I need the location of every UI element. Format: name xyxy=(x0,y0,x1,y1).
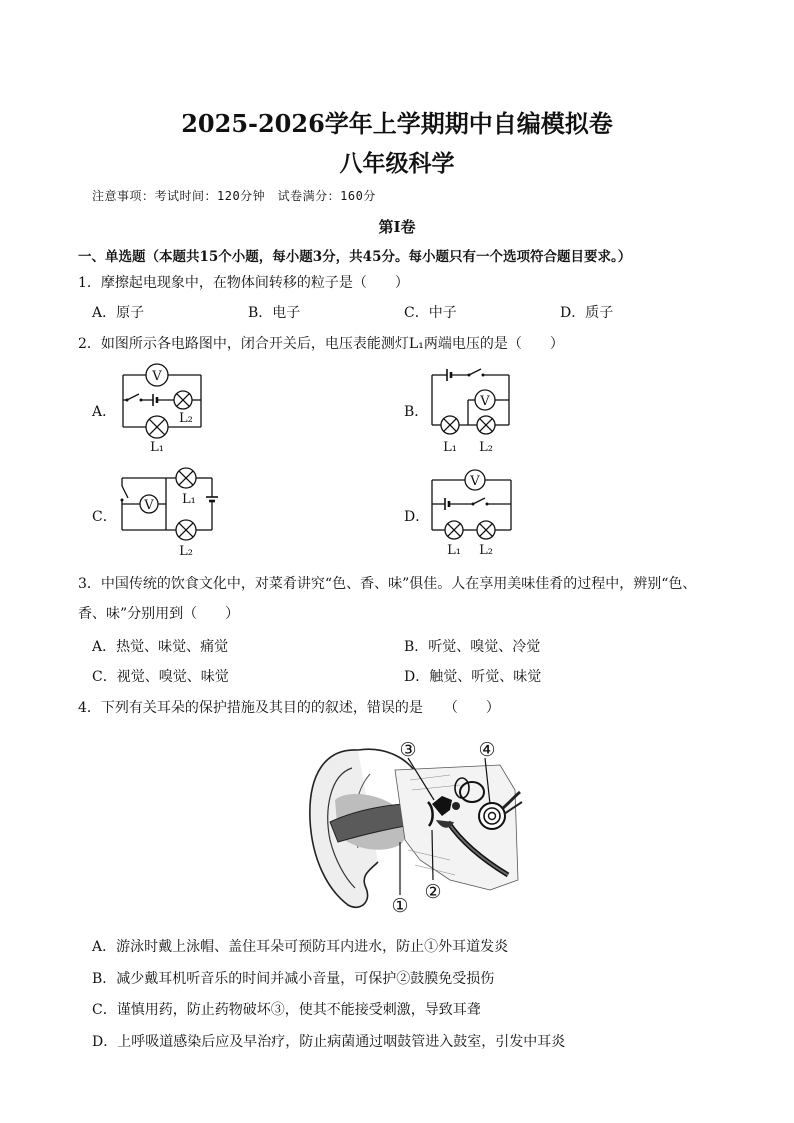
circuit-a-lamp2-label: L₂ xyxy=(179,411,193,426)
circuit-b-voltmeter-symbol: V xyxy=(480,394,490,409)
exam-title: 2025-2026学年上学期期中自编模拟卷 xyxy=(181,109,613,138)
ear-marker-3: ③ xyxy=(399,739,417,761)
q1-option-c: C．中子 xyxy=(404,305,457,321)
circuit-c-voltmeter-symbol: V xyxy=(144,498,154,513)
question-3-stem-line1: 3．中国传统的饮食文化中，对菜肴讲究“色、香、味”俱佳。人在享用美味佳肴的过程中，辨别“色、 xyxy=(78,576,697,592)
q2-option-d-label: D． xyxy=(404,509,430,525)
circuit-b-lamp1-label: L₁ xyxy=(443,440,457,455)
circuit-d-voltmeter-symbol: V xyxy=(470,474,480,489)
question-2-stem: 2．如图所示各电路图中，闭合开关后，电压表能测灯L₁两端电压的是（ ） xyxy=(78,336,564,352)
circuit-c-diagram xyxy=(110,464,220,559)
q2-option-b-label: B． xyxy=(404,404,429,420)
q1-option-a: A．原子 xyxy=(92,305,145,321)
section-heading: 一、单选题（本题共15个小题，每小题3分，共45分。每小题只有一个选项符合题目要求。） xyxy=(78,249,632,265)
q3-option-b: B．听觉、嗅觉、冷觉 xyxy=(404,639,541,655)
circuit-d-diagram xyxy=(425,462,525,557)
circuit-d-lamp1-label: L₁ xyxy=(447,543,461,557)
q3-option-c: C．视觉、嗅觉、味觉 xyxy=(92,669,229,685)
circuit-c-lamp2-label: L₂ xyxy=(179,544,193,559)
q4-option-b: B．减少戴耳机听音乐的时间并减小音量，可保护②鼓膜免受损伤 xyxy=(92,971,495,987)
circuit-c-lamp1-label: L₁ xyxy=(182,492,196,507)
q1-option-d: D．质子 xyxy=(560,305,614,321)
circuit-a-lamp1-label: L₁ xyxy=(150,440,164,455)
circuit-d-lamp2-label: L₂ xyxy=(479,543,493,557)
q3-option-a: A．热觉、味觉、痛觉 xyxy=(92,639,229,655)
question-1-stem: 1．摩擦起电现象中，在物体间转移的粒子是（ ） xyxy=(78,275,409,291)
q2-option-c-label: C． xyxy=(92,509,117,525)
q4-option-d: D．上呼吸道感染后应及早治疗，防止病菌通过咽鼓管进入鼓室，引发中耳炎 xyxy=(92,1034,566,1050)
ear-marker-4: ④ xyxy=(478,739,496,761)
ear-marker-2: ② xyxy=(424,881,442,903)
circuit-b-lamp2-label: L₂ xyxy=(479,440,493,455)
exam-notice: 注意事项：考试时间：120分钟 试卷满分：160分 xyxy=(92,189,376,203)
q2-option-a-label: A． xyxy=(92,404,117,420)
q1-option-b: B．电子 xyxy=(248,305,301,321)
circuit-a-voltmeter-symbol: V xyxy=(152,369,162,384)
ear-marker-1: ① xyxy=(391,895,409,917)
q4-option-a: A．游泳时戴上泳帽、盖住耳朵可预防耳内进水，防止①外耳道发炎 xyxy=(92,939,509,955)
question-4-stem: 4．下列有关耳朵的保护措施及其目的的叙述，错误的是 （ ） xyxy=(78,700,500,716)
circuit-b-diagram xyxy=(425,361,525,456)
q3-option-d: D．触觉、听觉、味觉 xyxy=(404,669,542,685)
circuit-a-diagram xyxy=(115,361,215,456)
ear-anatomy-figure xyxy=(300,730,525,920)
question-3-stem-line2: 香、味”分别用到（ ） xyxy=(78,606,240,622)
exam-subtitle: 八年级科学 xyxy=(339,150,455,177)
q4-option-c: C．谨慎用药，防止药物破坏③，使其不能接受刺激，导致耳聋 xyxy=(92,1002,481,1018)
volume-label: 第Ⅰ卷 xyxy=(378,218,416,236)
